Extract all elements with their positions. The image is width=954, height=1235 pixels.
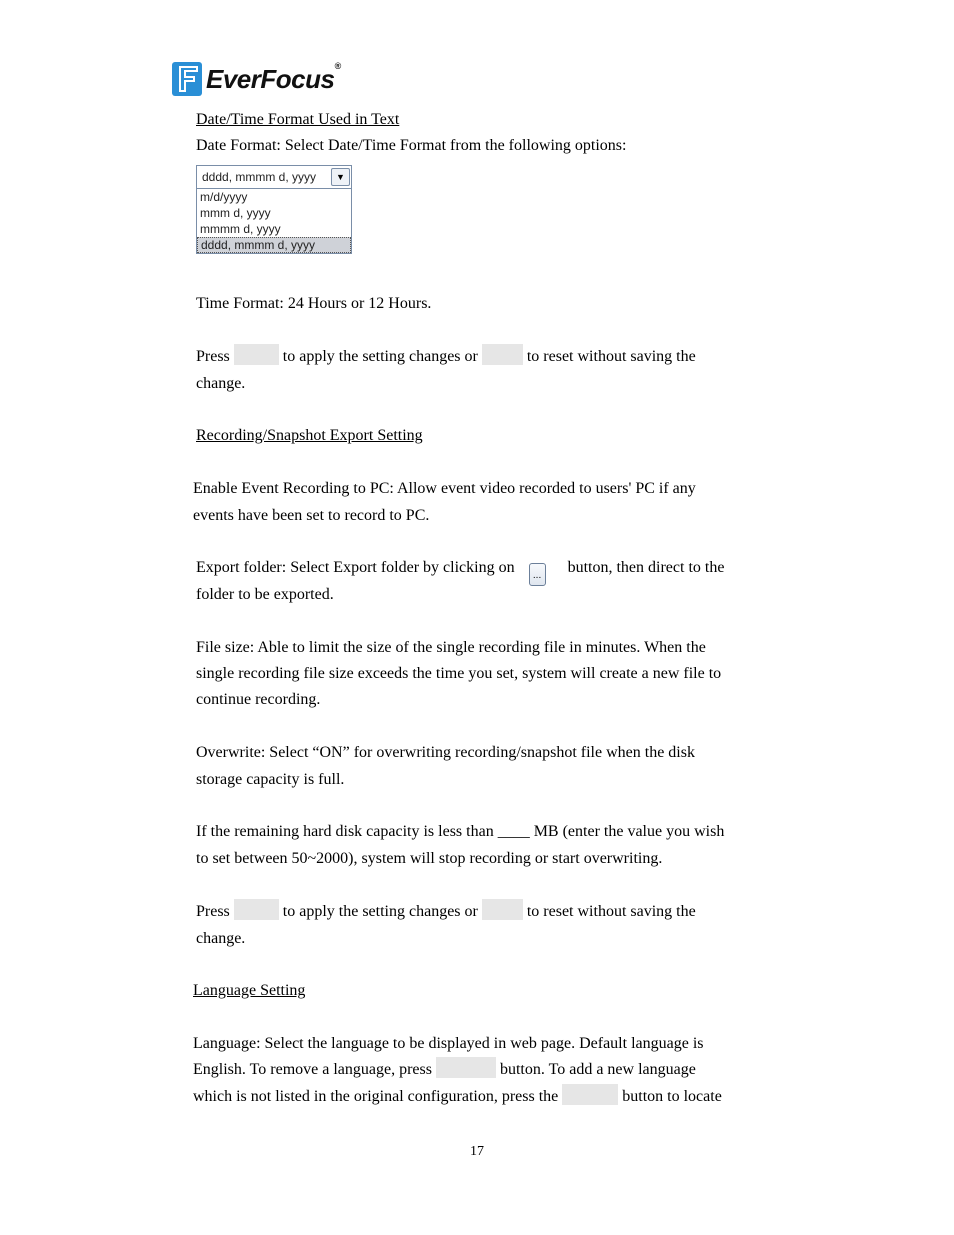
browse-button-icon[interactable]: ...	[529, 563, 546, 586]
section-heading-language: Language Setting	[193, 982, 306, 999]
press-mid-text: to apply the setting changes or	[282, 348, 478, 365]
press-apply-line	[196, 343, 696, 370]
export-folder-text-b: button, then direct to the	[567, 559, 725, 576]
logo-text: EverFocus®	[206, 60, 341, 94]
language-line2	[193, 1056, 696, 1083]
language-line3-b: button to locate	[622, 1088, 722, 1105]
press-line2-2: change.	[196, 930, 246, 947]
section-heading-datetime: Date/Time Format Used in Text	[196, 111, 400, 128]
press-word: Press	[196, 348, 230, 365]
everfocus-logo-icon	[172, 62, 202, 96]
press-mid-text: to apply the setting changes or	[282, 903, 478, 920]
chevron-down-icon[interactable]: ▼	[331, 168, 350, 186]
date-format-select[interactable]	[196, 165, 352, 189]
language-line1: Language: Select the language to be displayed in web page. Default language is	[193, 1035, 704, 1052]
export-folder-text: Export folder: Select Export folder by clicking on	[196, 559, 515, 576]
add-language-button-placeholder[interactable]	[562, 1084, 618, 1105]
press-word: Press	[196, 903, 230, 920]
section-heading-recording: Recording/Snapshot Export Setting	[196, 427, 423, 444]
remove-language-button-placeholder[interactable]	[436, 1057, 496, 1078]
language-line3	[193, 1083, 722, 1110]
file-size-line2: single recording file size exceeds the time you set, system will create a new file to	[196, 665, 722, 682]
overwrite-line1: Overwrite: Select “ON” for overwriting recording/snapshot file when the disk	[196, 744, 695, 761]
overwrite-line2: storage capacity is full.	[196, 771, 345, 788]
enable-recording-line2: events have been set to record to PC.	[193, 507, 430, 524]
press-apply-line-2	[196, 898, 696, 925]
remaining-capacity-line2: to set between 50~2000), system will stop recording or start overwriting.	[196, 850, 663, 867]
enable-recording-line1: Enable Event Recording to PC: Allow event video recorded to users' PC if any	[193, 480, 696, 497]
file-size-line1: File size: Able to limit the size of the single recording file in minutes. When the	[196, 639, 706, 656]
language-line3-a: which is not listed in the original configuration, press the	[193, 1088, 559, 1105]
press-line2: change.	[196, 375, 246, 392]
date-format-selected-value: dddd, mmmm d, yyyy	[202, 170, 317, 184]
file-size-line3: continue recording.	[196, 691, 321, 708]
apply-button-placeholder[interactable]	[234, 899, 279, 920]
date-format-options	[196, 189, 352, 254]
language-line2-b: button. To add a new language	[499, 1061, 696, 1078]
date-format-option[interactable]: mmm d, yyyy	[200, 206, 271, 220]
reset-button-placeholder[interactable]	[482, 344, 523, 365]
language-line2-a: English. To remove a language, press	[193, 1061, 432, 1078]
press-end-text: to reset without saving the	[526, 903, 696, 920]
press-end-text: to reset without saving the	[526, 348, 696, 365]
date-format-option[interactable]: mmmm d, yyyy	[200, 222, 281, 236]
reset-button-placeholder[interactable]	[482, 899, 523, 920]
time-format-text: Time Format: 24 Hours or 12 Hours.	[196, 295, 432, 312]
date-format-option-selected[interactable]: dddd, mmmm d, yyyy	[197, 237, 351, 253]
date-format-dropdown[interactable]	[196, 165, 352, 254]
date-format-text: Date Format: Select Date/Time Format from the following options:	[196, 137, 627, 154]
page-number: 17	[470, 1144, 484, 1159]
export-folder-line2: folder to be exported.	[196, 586, 334, 603]
date-format-option[interactable]: m/d/yyyy	[200, 190, 248, 204]
remaining-capacity-line1: If the remaining hard disk capacity is less than ____ MB (enter the value you wish	[196, 823, 725, 840]
everfocus-logo	[172, 61, 341, 97]
apply-button-placeholder[interactable]	[234, 344, 279, 365]
